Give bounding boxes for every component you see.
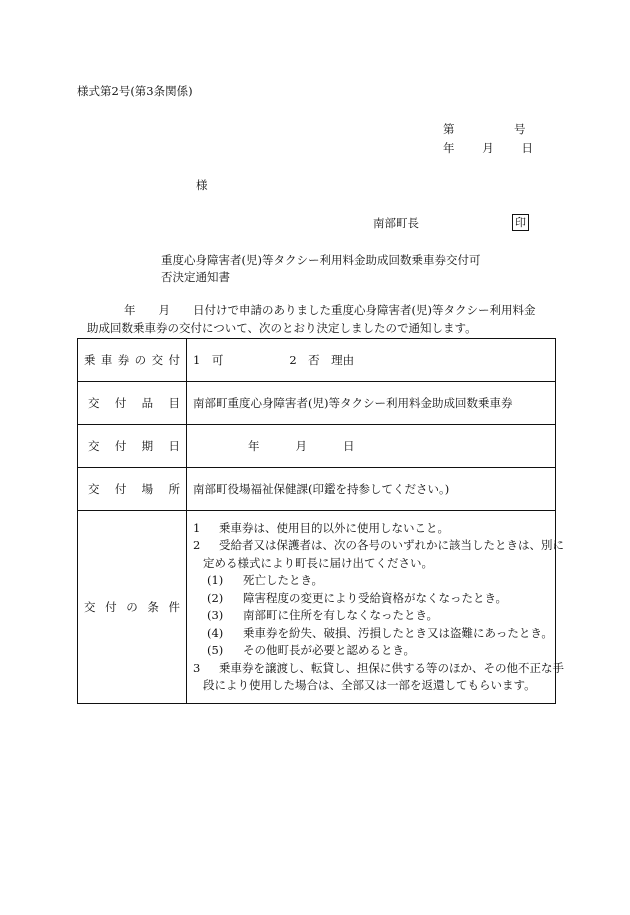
- option-deny: 2 否 理由: [289, 353, 355, 367]
- issue-date-day: 日: [521, 141, 533, 155]
- condition-2-sub-4: [193, 625, 553, 643]
- sub-text: 乗車券を紛失、破損、汚損したとき又は盗難にあったとき。: [243, 625, 553, 640]
- label-char: 券: [117, 353, 130, 367]
- value-place: 南部町役場福祉保健課(印鑑を持参してください。): [187, 468, 556, 511]
- value-date: [187, 425, 556, 468]
- label-char: 条: [147, 600, 159, 614]
- condition-2-sub-3: [193, 607, 549, 625]
- label-char: 付: [114, 439, 127, 453]
- issue-date-month: 月: [482, 141, 494, 155]
- sub-number: (5): [207, 643, 224, 657]
- table-row-item: [78, 382, 556, 425]
- sub-number: (3): [207, 608, 224, 622]
- label-char: の: [126, 600, 138, 614]
- value-date-month: 月: [295, 439, 307, 453]
- condition-number: 2: [193, 538, 201, 552]
- label-char: 交: [88, 482, 100, 496]
- label-char: 付: [114, 482, 127, 496]
- form-number: 様式第2号(第3条関係): [77, 84, 193, 98]
- condition-2-sub-5: [193, 642, 549, 660]
- label-item: [78, 382, 187, 425]
- label-char: 日: [168, 439, 180, 453]
- sub-text: 障害程度の変更により受給資格がなくなったとき。: [243, 590, 508, 605]
- label-conditions: [78, 511, 187, 704]
- condition-number: 1: [193, 520, 201, 535]
- value-item: 南部町重度心身障害者(児)等タクシー利用料金助成回数乗車券: [187, 382, 556, 425]
- label-char: 車: [100, 353, 113, 367]
- label-char: 付: [114, 396, 127, 410]
- condition-text: 乗車券を譲渡し、転貸し、担保に供する等のほか、その他不正な手: [219, 660, 564, 675]
- decision-table: [77, 338, 564, 704]
- condition-3: [193, 660, 564, 678]
- label-date: [78, 425, 187, 468]
- sub-number: (1): [207, 573, 224, 587]
- label-char: 交: [84, 600, 96, 614]
- label-place: [78, 468, 187, 511]
- sub-text: 死亡したとき。: [243, 573, 324, 587]
- condition-2-sub-2: [193, 590, 549, 608]
- sub-number: (4): [207, 625, 224, 640]
- condition-text: 受給者又は保護者は、次の各号のいずれかに該当したときは、別に: [219, 538, 564, 552]
- label-char: 場: [141, 482, 154, 496]
- label-char: 目: [168, 396, 180, 410]
- label-char: 所: [168, 482, 180, 496]
- issue-date-year: 年: [443, 141, 455, 155]
- value-date-year: 年: [248, 439, 260, 453]
- value-date-day: 日: [343, 439, 355, 453]
- label-char: 付: [168, 353, 180, 367]
- label-char: の: [134, 353, 147, 367]
- label-char: 交: [88, 439, 100, 453]
- condition-2-sub-1: [193, 572, 549, 590]
- condition-3-cont: 段により使用した場合は、全部又は一部を返還してもらいます。: [203, 678, 536, 692]
- label-char: 付: [105, 600, 117, 614]
- document-title: 重度心身障害者(児)等タクシー利用料金助成回数乗車券交付可否決定通知書: [161, 253, 481, 284]
- condition-text: 乗車券は、使用目的以外に使用しないこと。: [219, 520, 449, 535]
- sender-name: 南部町長: [373, 216, 419, 230]
- doc-number-label: 第: [443, 122, 455, 136]
- value-ticket-issue: [187, 339, 556, 382]
- table-row-ticket-issue: [78, 339, 556, 382]
- addressee-suffix: 様: [196, 178, 208, 192]
- sub-text: 南部町に住所を有しなくなったとき。: [243, 608, 439, 622]
- option-approve: 1 可: [193, 353, 224, 367]
- label-char: 件: [168, 600, 180, 614]
- condition-2: [193, 537, 564, 555]
- label-char: 交: [88, 396, 100, 410]
- intro-line-2: 助成回数乗車券の交付について、次のとおり決定しましたので通知します。: [87, 321, 477, 335]
- table-row-date: [78, 425, 556, 468]
- table-row-conditions: [78, 511, 556, 704]
- sub-text: その他町長が必要と認めるとき。: [243, 643, 416, 657]
- intro-line-1: 年 月 日付けで申請のありました重度心身障害者(児)等タクシー利用料金: [124, 303, 536, 317]
- label-char: 乗: [84, 353, 96, 367]
- condition-2-cont: 定める様式により町長に届け出てください。: [203, 555, 433, 570]
- issue-date: [443, 140, 533, 156]
- table-row-place: [78, 468, 556, 511]
- condition-1: [193, 520, 549, 538]
- label-char: 品: [141, 396, 154, 410]
- condition-number: 3: [193, 660, 201, 675]
- label-ticket-issue: [78, 339, 187, 382]
- label-char: 交: [151, 353, 164, 367]
- label-char: 期: [141, 439, 154, 453]
- seal-mark: 印: [512, 214, 529, 231]
- value-conditions: [187, 511, 564, 704]
- sub-number: (2): [207, 590, 224, 605]
- doc-number-suffix: 号: [514, 122, 526, 136]
